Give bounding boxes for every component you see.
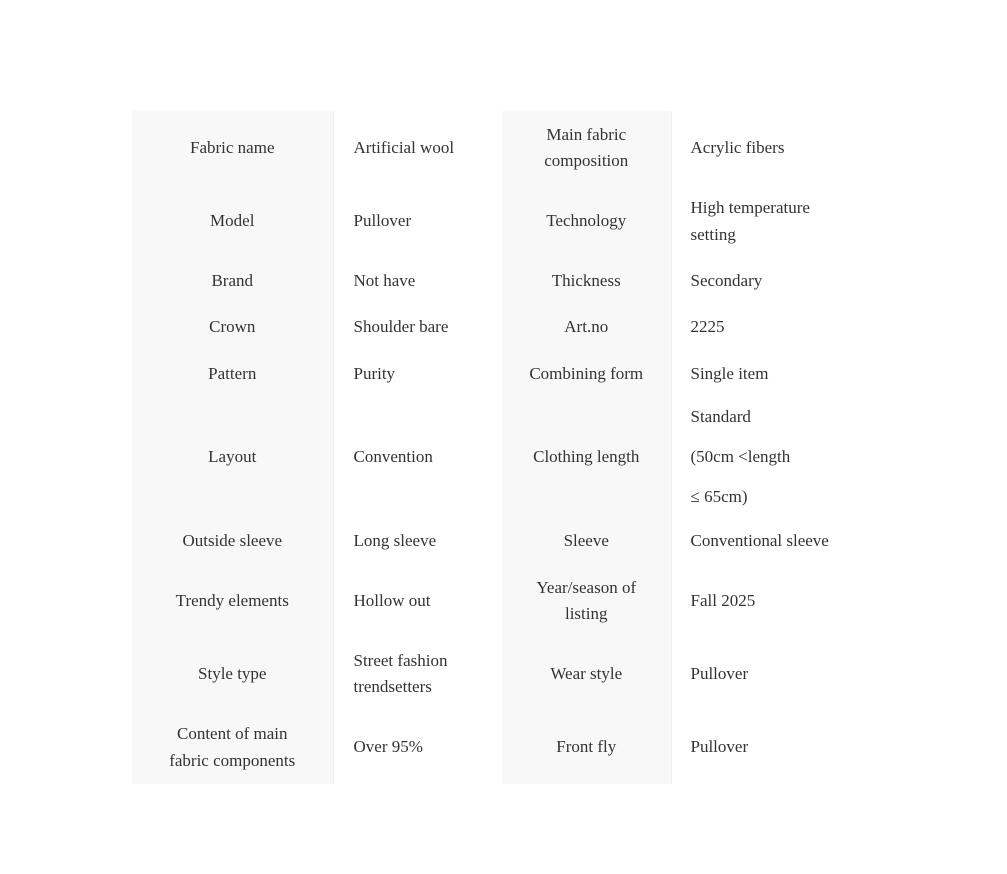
attribute-value: Fall 2025 <box>671 565 842 637</box>
attribute-value: Shoulder bare <box>333 304 502 351</box>
attribute-value-text: Standard (50cm <length ≤ 65cm) <box>690 407 791 506</box>
attribute-value: Not have <box>333 258 502 304</box>
attribute-value: Secondary <box>671 258 842 304</box>
attribute-value-text: High temperature setting <box>690 198 810 244</box>
attribute-value: Pullover <box>671 637 842 711</box>
attribute-label-text: Year/season of listing <box>536 577 637 623</box>
attribute-value: Convention <box>333 397 502 517</box>
attribute-row-model <box>132 185 842 258</box>
attribute-row-pattern <box>132 351 842 397</box>
attribute-value: Purity <box>333 351 502 397</box>
attribute-label: Wear style <box>502 637 671 711</box>
attribute-value: Pullover <box>333 185 502 258</box>
attribute-label: Layout <box>132 397 333 517</box>
attribute-value: Over 95% <box>333 711 502 784</box>
attribute-value: Single item <box>671 351 842 397</box>
attribute-label: Thickness <box>502 258 671 304</box>
attribute-label: Clothing length <box>502 397 671 517</box>
attribute-row-fabric <box>132 111 842 185</box>
attribute-label: Combining form <box>502 351 671 397</box>
attribute-row-crown <box>132 304 842 351</box>
attribute-label-text: Main fabric composition <box>544 124 629 170</box>
attribute-row-trendy <box>132 565 842 637</box>
attribute-value: Hollow out <box>333 565 502 637</box>
product-attributes-table <box>132 111 842 784</box>
attribute-row-content <box>132 711 842 784</box>
attribute-value: Acrylic fibers <box>671 111 842 185</box>
attribute-value: Artificial wool <box>333 111 502 185</box>
attribute-label: Art.no <box>502 304 671 351</box>
attribute-label: Sleeve <box>502 517 671 565</box>
attribute-label: Technology <box>502 185 671 258</box>
attribute-value-text: Street fashion trendsetters <box>353 650 448 696</box>
attribute-row-brand <box>132 258 842 304</box>
attribute-value: Pullover <box>671 711 842 784</box>
attribute-value <box>671 185 842 258</box>
attribute-label <box>502 565 671 637</box>
attribute-label: Fabric name <box>132 111 333 185</box>
attribute-value: Conventional sleeve <box>671 517 842 565</box>
attribute-label: Model <box>132 185 333 258</box>
attribute-row-layout <box>132 397 842 517</box>
attribute-label: Pattern <box>132 351 333 397</box>
attribute-label: Style type <box>132 637 333 711</box>
attribute-value: Long sleeve <box>333 517 502 565</box>
attribute-label: Trendy elements <box>132 565 333 637</box>
attribute-value <box>671 397 842 517</box>
attribute-row-outside-sleeve <box>132 517 842 565</box>
attribute-label: Brand <box>132 258 333 304</box>
attribute-label: Crown <box>132 304 333 351</box>
attribute-label: Front fly <box>502 711 671 784</box>
attribute-row-style <box>132 637 842 711</box>
attribute-value: 2225 <box>671 304 842 351</box>
attribute-value <box>333 637 502 711</box>
attribute-label-text: Content of main fabric components <box>169 724 296 770</box>
attribute-label <box>502 111 671 185</box>
attribute-label: Outside sleeve <box>132 517 333 565</box>
attribute-label <box>132 711 333 784</box>
